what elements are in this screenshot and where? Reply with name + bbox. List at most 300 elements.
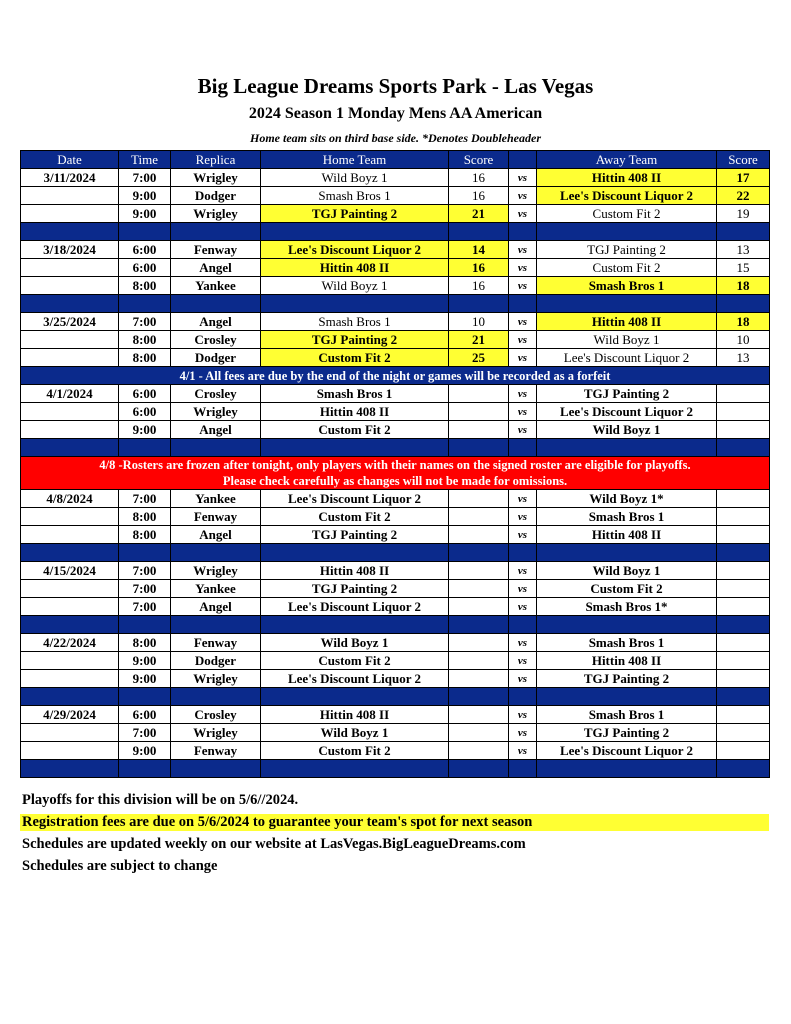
separator-cell xyxy=(171,439,261,457)
table-row xyxy=(21,670,770,688)
separator-cell xyxy=(261,439,449,457)
field-replica: Wrigley xyxy=(171,724,261,742)
field-replica: Wrigley xyxy=(171,670,261,688)
game-time: 7:00 xyxy=(119,490,171,508)
home-score xyxy=(449,724,509,742)
away-score xyxy=(717,580,770,598)
field-replica: Wrigley xyxy=(171,205,261,223)
separator-cell xyxy=(171,616,261,634)
separator-cell xyxy=(119,760,171,778)
game-time: 8:00 xyxy=(119,277,171,295)
home-score xyxy=(449,580,509,598)
separator-cell xyxy=(21,439,119,457)
separator-cell xyxy=(537,616,717,634)
vs-label: vs xyxy=(509,598,537,616)
separator-cell xyxy=(537,760,717,778)
separator-cell xyxy=(509,760,537,778)
away-team: TGJ Painting 2 xyxy=(537,670,717,688)
game-date xyxy=(21,742,119,760)
home-score: 14 xyxy=(449,241,509,259)
table-row xyxy=(21,421,770,439)
home-score xyxy=(449,706,509,724)
game-time: 8:00 xyxy=(119,349,171,367)
game-time: 8:00 xyxy=(119,634,171,652)
field-replica: Yankee xyxy=(171,277,261,295)
game-date xyxy=(21,526,119,544)
game-date: 4/1/2024 xyxy=(21,385,119,403)
separator-cell xyxy=(717,439,770,457)
home-team: Hittin 408 II xyxy=(261,259,449,277)
home-score xyxy=(449,490,509,508)
vs-label: vs xyxy=(509,526,537,544)
game-date xyxy=(21,187,119,205)
separator-cell xyxy=(537,544,717,562)
table-row xyxy=(21,508,770,526)
separator-cell xyxy=(537,439,717,457)
separator-cell xyxy=(449,544,509,562)
alert-line: Please check carefully as changes will not be made for omissions. xyxy=(222,474,568,488)
away-score: 18 xyxy=(717,277,770,295)
vs-label: vs xyxy=(509,508,537,526)
table-row xyxy=(21,349,770,367)
vs-label: vs xyxy=(509,562,537,580)
vs-label: vs xyxy=(509,259,537,277)
home-score xyxy=(449,598,509,616)
separator-cell xyxy=(509,688,537,706)
separator-cell xyxy=(449,760,509,778)
away-score xyxy=(717,598,770,616)
home-team: Lee's Discount Liquor 2 xyxy=(261,670,449,688)
table-row xyxy=(21,169,770,187)
home-score xyxy=(449,403,509,421)
home-team: Custom Fit 2 xyxy=(261,742,449,760)
away-score xyxy=(717,490,770,508)
away-team: TGJ Painting 2 xyxy=(537,241,717,259)
game-time: 7:00 xyxy=(119,580,171,598)
separator-cell xyxy=(261,295,449,313)
separator-row xyxy=(21,439,770,457)
game-time: 8:00 xyxy=(119,331,171,349)
table-row xyxy=(21,562,770,580)
separator-cell xyxy=(717,223,770,241)
field-replica: Yankee xyxy=(171,580,261,598)
separator-row xyxy=(21,616,770,634)
home-team: Wild Boyz 1 xyxy=(261,724,449,742)
column-header-home-team: Home Team xyxy=(261,151,449,169)
column-header-away-score: Score xyxy=(717,151,770,169)
separator-cell xyxy=(509,439,537,457)
website-note: Schedules are updated weekly on our website at LasVegas.BigLeagueDreams.com xyxy=(22,836,526,852)
away-team: Lee's Discount Liquor 2 xyxy=(537,349,717,367)
separator-cell xyxy=(509,295,537,313)
away-team: Smash Bros 1 xyxy=(537,634,717,652)
game-date: 4/29/2024 xyxy=(21,706,119,724)
separator-cell xyxy=(717,760,770,778)
game-date xyxy=(21,349,119,367)
separator-cell xyxy=(171,295,261,313)
home-score xyxy=(449,670,509,688)
game-date: 3/25/2024 xyxy=(21,313,119,331)
vs-label: vs xyxy=(509,421,537,439)
vs-label: vs xyxy=(509,349,537,367)
away-score xyxy=(717,526,770,544)
column-header-vs xyxy=(509,151,537,169)
separator-cell xyxy=(21,223,119,241)
game-date xyxy=(21,403,119,421)
alert-line: 4/8 -Rosters are frozen after tonight, only players with their names on the signed roster are eligible for playoffs. xyxy=(99,458,691,472)
home-score xyxy=(449,634,509,652)
separator-cell xyxy=(509,544,537,562)
home-team: Custom Fit 2 xyxy=(261,652,449,670)
home-score: 16 xyxy=(449,277,509,295)
table-row xyxy=(21,313,770,331)
away-score xyxy=(717,652,770,670)
away-team: Smash Bros 1 xyxy=(537,706,717,724)
away-score xyxy=(717,634,770,652)
home-team: Custom Fit 2 xyxy=(261,349,449,367)
table-row xyxy=(21,241,770,259)
away-score xyxy=(717,724,770,742)
page-subtitle: 2024 Season 1 Monday Mens AA American xyxy=(248,105,543,122)
change-note: Schedules are subject to change xyxy=(22,858,218,874)
away-score xyxy=(717,562,770,580)
page-title: Big League Dreams Sports Park - Las Vegas xyxy=(197,74,594,98)
game-time: 6:00 xyxy=(119,241,171,259)
vs-label: vs xyxy=(509,205,537,223)
separator-cell xyxy=(717,295,770,313)
separator-cell xyxy=(21,616,119,634)
table-row xyxy=(21,652,770,670)
game-date xyxy=(21,421,119,439)
game-date xyxy=(21,259,119,277)
notice-text: 4/1 - All fees are due by the end of the night or games will be recorded as a forfeit xyxy=(21,367,770,385)
game-time: 6:00 xyxy=(119,385,171,403)
home-score: 16 xyxy=(449,169,509,187)
away-team: Custom Fit 2 xyxy=(537,580,717,598)
game-time: 9:00 xyxy=(119,205,171,223)
away-score xyxy=(717,421,770,439)
separator-cell xyxy=(261,616,449,634)
game-time: 7:00 xyxy=(119,313,171,331)
separator-cell xyxy=(119,544,171,562)
away-score: 13 xyxy=(717,349,770,367)
field-replica: Crosley xyxy=(171,331,261,349)
home-team: Hittin 408 II xyxy=(261,403,449,421)
away-team: TGJ Painting 2 xyxy=(537,724,717,742)
home-score: 25 xyxy=(449,349,509,367)
game-time: 6:00 xyxy=(119,259,171,277)
game-time: 9:00 xyxy=(119,187,171,205)
home-score xyxy=(449,385,509,403)
separator-cell xyxy=(261,544,449,562)
home-score: 16 xyxy=(449,187,509,205)
game-date: 3/11/2024 xyxy=(21,169,119,187)
home-team: Smash Bros 1 xyxy=(261,187,449,205)
separator-cell xyxy=(119,223,171,241)
separator-cell xyxy=(171,544,261,562)
home-score xyxy=(449,508,509,526)
field-replica: Angel xyxy=(171,421,261,439)
field-replica: Wrigley xyxy=(171,562,261,580)
home-team: Lee's Discount Liquor 2 xyxy=(261,490,449,508)
vs-label: vs xyxy=(509,706,537,724)
vs-label: vs xyxy=(509,490,537,508)
vs-label: vs xyxy=(509,670,537,688)
field-replica: Yankee xyxy=(171,490,261,508)
home-team: Hittin 408 II xyxy=(261,562,449,580)
notice-row xyxy=(21,367,770,385)
away-team: TGJ Painting 2 xyxy=(537,385,717,403)
home-team: Lee's Discount Liquor 2 xyxy=(261,241,449,259)
table-row xyxy=(21,187,770,205)
away-team: Wild Boyz 1* xyxy=(537,490,717,508)
table-row xyxy=(21,331,770,349)
separator-cell xyxy=(119,688,171,706)
game-date xyxy=(21,508,119,526)
table-row xyxy=(21,634,770,652)
field-replica: Wrigley xyxy=(171,403,261,421)
field-replica: Fenway xyxy=(171,241,261,259)
vs-label: vs xyxy=(509,313,537,331)
home-score xyxy=(449,421,509,439)
separator-cell xyxy=(119,295,171,313)
game-time: 7:00 xyxy=(119,562,171,580)
away-team: Custom Fit 2 xyxy=(537,205,717,223)
separator-cell xyxy=(537,295,717,313)
away-score: 19 xyxy=(717,205,770,223)
separator-row xyxy=(21,223,770,241)
separator-cell xyxy=(509,616,537,634)
away-score xyxy=(717,706,770,724)
away-score: 17 xyxy=(717,169,770,187)
field-replica: Fenway xyxy=(171,634,261,652)
home-team: TGJ Painting 2 xyxy=(261,580,449,598)
separator-cell xyxy=(119,616,171,634)
home-team: Custom Fit 2 xyxy=(261,508,449,526)
home-team: Smash Bros 1 xyxy=(261,385,449,403)
table-row xyxy=(21,403,770,421)
field-replica: Fenway xyxy=(171,742,261,760)
column-header-home-score: Score xyxy=(449,151,509,169)
separator-cell xyxy=(449,616,509,634)
home-score xyxy=(449,526,509,544)
home-team: Smash Bros 1 xyxy=(261,313,449,331)
game-time: 9:00 xyxy=(119,742,171,760)
separator-cell xyxy=(261,223,449,241)
away-team: Smash Bros 1 xyxy=(537,277,717,295)
game-date xyxy=(21,331,119,349)
separator-cell xyxy=(171,688,261,706)
game-date xyxy=(21,670,119,688)
game-date xyxy=(21,205,119,223)
separator-cell xyxy=(119,439,171,457)
table-row xyxy=(21,706,770,724)
away-team: Hittin 408 II xyxy=(537,526,717,544)
away-team: Custom Fit 2 xyxy=(537,259,717,277)
home-team: TGJ Painting 2 xyxy=(261,331,449,349)
game-time: 7:00 xyxy=(119,724,171,742)
field-replica: Crosley xyxy=(171,385,261,403)
alert-cell xyxy=(21,457,770,490)
home-score xyxy=(449,652,509,670)
separator-row xyxy=(21,760,770,778)
table-row xyxy=(21,277,770,295)
away-team: Hittin 408 II xyxy=(537,313,717,331)
away-score xyxy=(717,385,770,403)
game-time: 8:00 xyxy=(119,508,171,526)
column-header-time: Time xyxy=(119,151,171,169)
away-score: 18 xyxy=(717,313,770,331)
game-time: 9:00 xyxy=(119,652,171,670)
game-time: 6:00 xyxy=(119,403,171,421)
table-row xyxy=(21,490,770,508)
away-score xyxy=(717,403,770,421)
away-score xyxy=(717,508,770,526)
table-row xyxy=(21,526,770,544)
separator-row xyxy=(21,544,770,562)
column-header-replica: Replica xyxy=(171,151,261,169)
separator-cell xyxy=(21,760,119,778)
away-team: Hittin 408 II xyxy=(537,169,717,187)
alert-row xyxy=(21,457,770,490)
vs-label: vs xyxy=(509,241,537,259)
vs-label: vs xyxy=(509,385,537,403)
vs-label: vs xyxy=(509,187,537,205)
vs-label: vs xyxy=(509,277,537,295)
home-team: Wild Boyz 1 xyxy=(261,169,449,187)
separator-cell xyxy=(171,760,261,778)
away-team: Smash Bros 1 xyxy=(537,508,717,526)
away-team: Smash Bros 1* xyxy=(537,598,717,616)
home-score: 10 xyxy=(449,313,509,331)
game-date: 4/22/2024 xyxy=(21,634,119,652)
game-time: 6:00 xyxy=(119,706,171,724)
separator-cell xyxy=(537,223,717,241)
game-date xyxy=(21,580,119,598)
away-team: Lee's Discount Liquor 2 xyxy=(537,742,717,760)
game-date: 4/15/2024 xyxy=(21,562,119,580)
field-replica: Fenway xyxy=(171,508,261,526)
home-team: Lee's Discount Liquor 2 xyxy=(261,598,449,616)
table-row xyxy=(21,259,770,277)
separator-cell xyxy=(717,616,770,634)
separator-cell xyxy=(717,688,770,706)
away-score: 15 xyxy=(717,259,770,277)
column-header-away-team: Away Team xyxy=(537,151,717,169)
home-team: Hittin 408 II xyxy=(261,706,449,724)
vs-label: vs xyxy=(509,742,537,760)
field-replica: Angel xyxy=(171,313,261,331)
away-team: Wild Boyz 1 xyxy=(537,331,717,349)
page-note: Home team sits on third base side. *Denotes Doubleheader xyxy=(250,131,541,145)
game-date: 3/18/2024 xyxy=(21,241,119,259)
field-replica: Angel xyxy=(171,598,261,616)
game-time: 7:00 xyxy=(119,169,171,187)
game-time: 9:00 xyxy=(119,421,171,439)
vs-label: vs xyxy=(509,580,537,598)
home-team: Wild Boyz 1 xyxy=(261,634,449,652)
table-row xyxy=(21,742,770,760)
separator-cell xyxy=(537,688,717,706)
separator-cell xyxy=(717,544,770,562)
separator-cell xyxy=(21,295,119,313)
field-replica: Dodger xyxy=(171,187,261,205)
vs-label: vs xyxy=(509,169,537,187)
separator-cell xyxy=(509,223,537,241)
away-team: Hittin 408 II xyxy=(537,652,717,670)
vs-label: vs xyxy=(509,724,537,742)
game-date xyxy=(21,652,119,670)
away-score: 22 xyxy=(717,187,770,205)
separator-cell xyxy=(261,760,449,778)
away-team: Wild Boyz 1 xyxy=(537,421,717,439)
game-time: 7:00 xyxy=(119,598,171,616)
column-header-date: Date xyxy=(21,151,119,169)
home-team: Custom Fit 2 xyxy=(261,421,449,439)
vs-label: vs xyxy=(509,403,537,421)
home-score: 21 xyxy=(449,331,509,349)
game-time: 8:00 xyxy=(119,526,171,544)
home-score xyxy=(449,562,509,580)
away-score: 13 xyxy=(717,241,770,259)
separator-cell xyxy=(21,544,119,562)
table-row xyxy=(21,205,770,223)
table-row xyxy=(21,385,770,403)
table-row xyxy=(21,598,770,616)
field-replica: Wrigley xyxy=(171,169,261,187)
separator-cell xyxy=(261,688,449,706)
home-team: Wild Boyz 1 xyxy=(261,277,449,295)
table-row xyxy=(21,724,770,742)
field-replica: Angel xyxy=(171,259,261,277)
separator-cell xyxy=(449,223,509,241)
separator-cell xyxy=(21,688,119,706)
away-team: Lee's Discount Liquor 2 xyxy=(537,403,717,421)
playoffs-note: Playoffs for this division will be on 5/6//2024. xyxy=(22,792,299,808)
game-date: 4/8/2024 xyxy=(21,490,119,508)
game-time: 9:00 xyxy=(119,670,171,688)
separator-row xyxy=(21,295,770,313)
home-score xyxy=(449,742,509,760)
field-replica: Crosley xyxy=(171,706,261,724)
home-score: 21 xyxy=(449,205,509,223)
game-date xyxy=(21,277,119,295)
separator-cell xyxy=(449,295,509,313)
vs-label: vs xyxy=(509,331,537,349)
away-score xyxy=(717,670,770,688)
table-row xyxy=(21,580,770,598)
away-team: Wild Boyz 1 xyxy=(537,562,717,580)
table-header-row xyxy=(21,151,770,169)
field-replica: Angel xyxy=(171,526,261,544)
vs-label: vs xyxy=(509,652,537,670)
home-team: TGJ Painting 2 xyxy=(261,526,449,544)
separator-cell xyxy=(171,223,261,241)
schedule-table xyxy=(20,150,770,778)
field-replica: Dodger xyxy=(171,652,261,670)
registration-note: Registration fees are due on 5/6/2024 to guarantee your team's spot for next season xyxy=(20,814,769,831)
vs-label: vs xyxy=(509,634,537,652)
home-team: TGJ Painting 2 xyxy=(261,205,449,223)
away-team: Lee's Discount Liquor 2 xyxy=(537,187,717,205)
away-score xyxy=(717,742,770,760)
home-score: 16 xyxy=(449,259,509,277)
game-date xyxy=(21,724,119,742)
field-replica: Dodger xyxy=(171,349,261,367)
away-score: 10 xyxy=(717,331,770,349)
separator-row xyxy=(21,688,770,706)
separator-cell xyxy=(449,439,509,457)
